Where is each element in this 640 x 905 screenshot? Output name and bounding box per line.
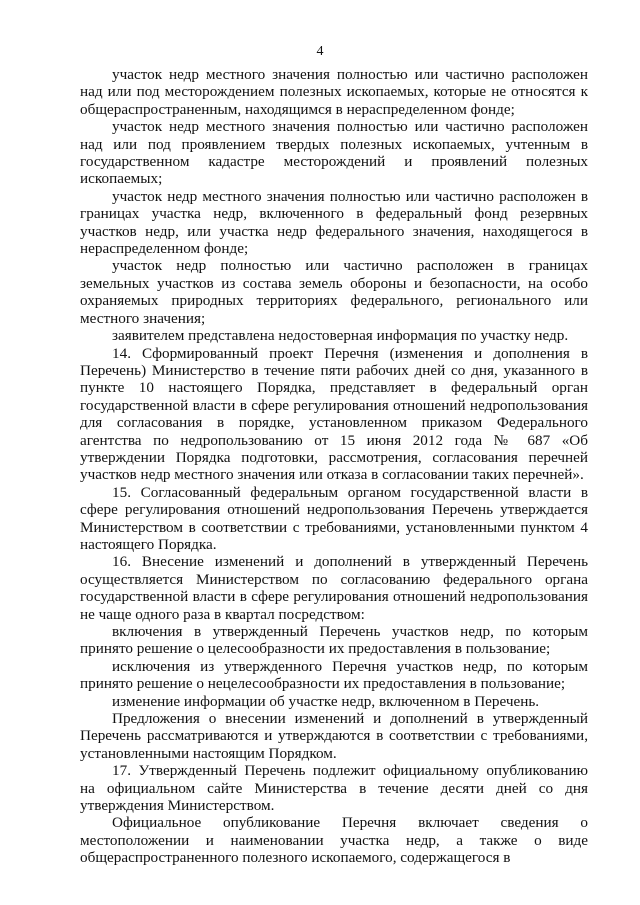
- paragraph: 14. Сформированный проект Перечня (изменения и дополнения в Перечень) Министерство в течение пяти рабочих дней со дня, указанного в пункте 10 настоящего Порядка, представляет в федеральный орган государственной власти в сфере регулирования отношений недропользования для согласования в порядке, установленном приказом Федерального агентства по недропользованию от 15 июня 2012 года № 687 «Об утверждении Порядка подготовки, рассмотрения, согласования перечней участков недр местного значения или отказа в согласовании таких перечней».: [80, 344, 588, 484]
- paragraph: участок недр местного значения полностью или частично расположен в границах участка недр, включенного в федеральный фонд резервных участков недр, или участка недр федерального значения, находящегося в нераспределенном фонде;: [80, 187, 588, 258]
- paragraph: Предложения о внесении изменений и дополнений в утвержденный Перечень рассматриваются и утверждаются в соответствии с требованиями, установленными настоящим Порядком.: [80, 710, 588, 762]
- paragraph: Официальное опубликование Перечня включает сведения о местоположении и наименовании участка недр, а также о виде общераспространенного полезного ископаемого, содержащегося в: [80, 814, 588, 867]
- paragraph: включения в утвержденный Перечень участков недр, по которым принято решение о целесообразности их предоставления в пользование;: [80, 623, 588, 658]
- paragraph: участок недр местного значения полностью или частично расположен над или под проявлением твердых полезных ископаемых, учтенным в государственном кадастре месторождений и проявлений полезных ископаемых;: [80, 118, 588, 188]
- paragraph: изменение информации об участке недр, включенном в Перечень.: [112, 692, 540, 710]
- paragraph: 17. Утвержденный Перечень подлежит официальному опубликованию на официальном сайте Министерства в течение десяти дней со дня утверждения Министерством.: [80, 762, 588, 815]
- page-number: 4: [316, 44, 324, 59]
- paragraph: исключения из утвержденного Перечня участков недр, по которым принято решение о нецелесообразности их предоставления в пользование;: [80, 657, 588, 693]
- paragraph: участок недр местного значения полностью или частично расположен над или под месторождением полезных ископаемых, которые не относятся к общераспространенным, находящимся в нераспределенном фонде;: [80, 66, 588, 118]
- paragraph: 16. Внесение изменений и дополнений в утвержденный Перечень осуществляется Министерством по согласованию федерального органа государственной власти в сфере регулирования отношений недропользования не чаще одного раза в квартал посредством:: [80, 553, 588, 623]
- paragraph: 15. Согласованный федеральным органом государственной власти в сфере регулирования отношений недропользования Перечень утверждается Министерством в соответствии с требованиями, установленными пунктом 4 настоящего Порядка.: [80, 483, 588, 553]
- document-body: [80, 66, 588, 867]
- paragraph: заявителем представлена недостоверная информация по участку недр.: [112, 327, 569, 345]
- paragraph: участок недр полностью или частично расположен в границах земельных участков из состава земель обороны и безопасности, на особо охраняемых природных территориях федерального, регионального или местного значения;: [80, 257, 588, 327]
